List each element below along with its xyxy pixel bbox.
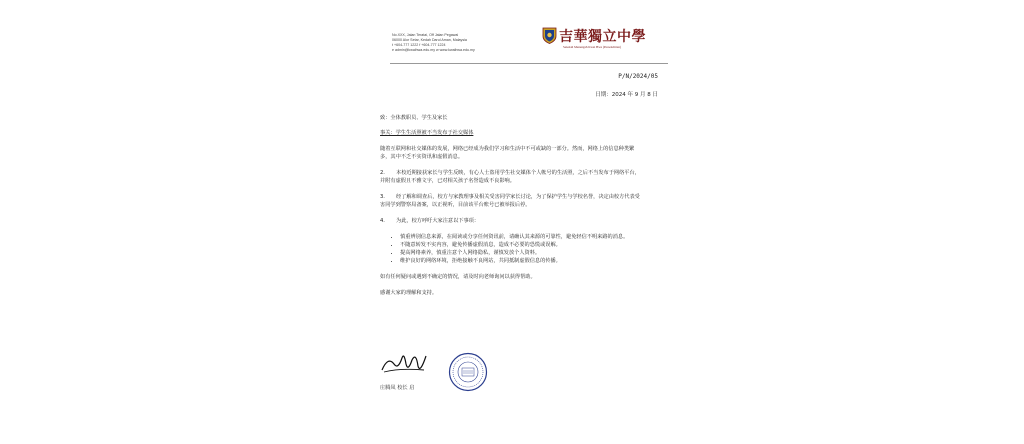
intro-paragraph: 随着互联网和社交媒体的发展，网络已经成为我们学习和生活中不可或缺的一部分。然而，网络上的信息种类繁多，其中不乏不实资讯和虚假消息。 (380, 146, 635, 160)
thanks-line: 感谢大家的理解和支持。 (380, 290, 438, 296)
letter-page (360, 0, 664, 444)
paragraph-number: 3. (380, 194, 385, 200)
letter-date: 日期：2024 年 9 月 8 日 (595, 92, 658, 98)
paragraph-number: 2. (380, 170, 385, 176)
numbered-paragraph (380, 169, 642, 185)
header-divider (390, 63, 668, 64)
list-item: • 提高网络素养，慎重注意个人网络隐私，谨慎发放个人资料。 (400, 249, 642, 257)
school-name-cn: 吉華獨立中學 (559, 29, 646, 45)
closing-paragraph: 如有任何疑问或遇到不确定的情况，请及时向老师询问以获得帮助。 (380, 274, 536, 280)
address-line: 06000 Alor Setar, Kedah Darul Aman, Malaysia (392, 38, 467, 42)
advice-list (380, 233, 642, 265)
handwritten-signature-icon (380, 350, 430, 378)
list-item: • 不随意转发不实内容，避免传播虚假消息，造成不必要的恐慌或误解。 (400, 241, 642, 249)
list-item: • 维护良好的网络环境，拒绝接触不良网站，共同抵制虚假信息的传播。 (400, 257, 642, 265)
paragraph-text: 本校近期接获家长与学生反映，有心人士盗用学生社交媒体个人帐号的生活照，之后不当发布于网络平台，并附有虚假且不雅文字，已对相关孩子名誉造成不良影响。 (380, 170, 640, 184)
signer-name: 庄腾凤 校长 启 (380, 385, 415, 391)
numbered-paragraph (380, 217, 642, 225)
paragraph-text: 经了解和调查后，校方与家教理事及相关受害同学家长讨论，为了保护学生与学校名誉，决定由校方代表受害同学到警察局备案，以正视听，目前该平台账号已被举报后停。 (380, 194, 640, 208)
list-item: • 慎重辨别信息来源，在阅读或分享任何资讯前，请确认其来源的可靠性，避免轻信不明来路的消息。 (400, 233, 642, 241)
school-address (392, 33, 475, 53)
recipient-line: 致：全体教职员、学生及家长 (380, 115, 448, 121)
numbered-paragraph (380, 193, 642, 209)
school-seal-icon (448, 352, 488, 392)
school-crest-icon (542, 27, 557, 44)
contact-line: t +604-777 1222 f +604-777 1224 (392, 43, 446, 47)
school-name-en: Sekolah Menengah Kwai Hwa (Persendirian) (563, 45, 621, 49)
paragraph-number: 4. (380, 218, 385, 224)
contact-line: e admin@kwaihwa.edu.my w www.kwaihwa.edu.my (392, 48, 475, 52)
reference-number: P/N/2024/05 (618, 73, 658, 80)
paragraph-text: 为此，校方呼吁大家注意以下事项： (396, 218, 480, 224)
subject-line: 事关：学生生活照被不当发布于社交媒体 (380, 130, 474, 136)
address-line: No.XXX, Jalan Teratai, Off Jalan Pegawai (392, 33, 459, 37)
letter-body (380, 114, 642, 305)
